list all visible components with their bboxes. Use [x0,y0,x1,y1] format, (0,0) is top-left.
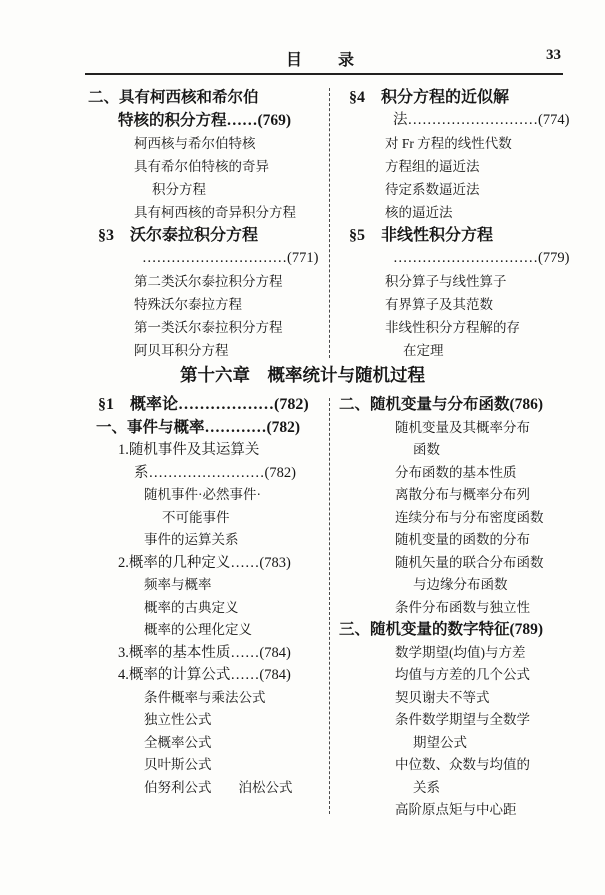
toc-section-probability [88,394,570,822]
toc-entry: 概率的古典定义 [144,599,239,615]
page-title: 目 录 [285,52,364,69]
toc-entry: 均值与方差的几个公式 [395,667,530,682]
toc-entry: 系……………………(782) [134,464,296,481]
toc-entry: 第二类沃尔泰拉积分方程 [134,274,283,289]
toc-entry: §3 沃尔泰拉积分方程 [98,227,259,244]
toc-entry: 条件概率与乘法公式 [144,689,266,705]
toc-column-bottom-left [88,394,329,822]
toc-entry: 数学期望(均值)与方差 [395,644,526,660]
toc-entry: 契贝谢夫不等式 [395,689,490,705]
toc-entry: 分布函数的基本性质 [395,464,517,480]
toc-entry: §4 积分方程的近似解 [349,89,510,106]
toc-entry: 频率与概率 [144,577,212,592]
toc-entry: 在定理 [403,343,444,358]
toc-entry: …………………………(779) [393,250,570,266]
toc-entry: §5 非线性积分方程 [349,227,494,244]
toc-entry: 与边缘分布函数 [413,577,508,592]
toc-entry: 条件数学期望与全数学 [395,712,530,727]
toc-entry: 高阶原点矩与中心距 [395,802,517,817]
toc-entry: 方程组的逼近法 [385,159,480,174]
toc-entry: 1.随机事件及其运算关 [118,442,260,458]
chapter-heading: 第十六章 概率统计与随机过程 [180,365,425,385]
header-rule [85,73,563,75]
toc-entry: 中位数、众数与均值的 [395,757,530,772]
toc-entry: 具有柯西核的奇异积分方程 [134,205,296,220]
toc-entry: 独立性公式 [144,712,212,727]
toc-entry: 连续分布与分布密度函数 [395,509,544,525]
toc-entry: 概率的公理化定义 [144,622,252,637]
toc-entry: 具有希尔伯特核的奇异 [134,159,269,174]
toc-entry: 积分算子与线性算子 [385,274,507,289]
toc-entry: 随机变量及其概率分布 [395,419,530,435]
toc-entry: 三、随机变量的数字特征(789) [339,621,544,638]
toc-entry: 不可能事件 [162,509,230,525]
toc-entry: 随机矢量的联合分布函数 [395,554,544,570]
toc-entry: 伯努利公式 泊松公式 [144,779,293,795]
toc-entry: 贝叶斯公式 [144,757,212,772]
toc-section-integral-equations [88,86,570,362]
toc-entry: §1 概率论………………(782) [98,396,309,413]
toc-entry: 二、随机变量与分布函数(786) [339,396,544,413]
toc-entry: 待定系数逼近法 [385,182,480,197]
toc-entry: 条件分布函数与独立性 [395,599,530,615]
toc-entry: 4.概率的计算公式……(784) [118,667,291,683]
toc-entry: 期望公式 [413,734,467,750]
toc-entry: 特殊沃尔泰拉方程 [134,297,242,312]
toc-column-bottom-right [329,394,570,822]
toc-entry: 第一类沃尔泰拉积分方程 [134,320,283,335]
toc-entry: 核的逼近法 [385,205,453,220]
toc-entry: 随机变量的函数的分布 [395,532,530,547]
toc-entry: 随机事件·必然事件· [144,487,261,502]
toc-entry: 全概率公式 [144,734,212,750]
toc-entry: 阿贝耳积分方程 [134,343,229,358]
toc-entry: 离散分布与概率分布列 [395,487,530,502]
toc-entry: 事件的运算关系 [144,532,239,547]
toc-entry: 2.概率的几种定义……(783) [118,554,291,571]
toc-entry: 积分方程 [152,182,206,197]
toc-entry: 函数 [413,442,440,457]
page-number: 33 [546,47,561,63]
toc-entry: 柯西核与希尔伯特核 [134,136,256,151]
toc-entry: 一、事件与概率…………(782) [96,418,301,436]
toc-entry: 关系 [413,779,440,795]
toc-entry: 法………………………(774) [393,112,570,128]
toc-entry: 3.概率的基本性质……(784) [118,644,291,661]
toc-entry: …………………………(771) [142,250,319,266]
toc-column-top-left [88,86,329,362]
page-header [85,47,565,71]
toc-entry: 有界算子及其范数 [385,297,493,312]
toc-entry: 特核的积分方程……(769) [118,112,292,129]
toc-column-top-right [329,86,570,362]
toc-entry: 二、具有柯西核和希尔伯 [88,89,259,106]
toc-entry: 对 Fr 方程的线性代数 [385,136,512,151]
toc-entry: 非线性积分方程解的存 [385,320,520,335]
